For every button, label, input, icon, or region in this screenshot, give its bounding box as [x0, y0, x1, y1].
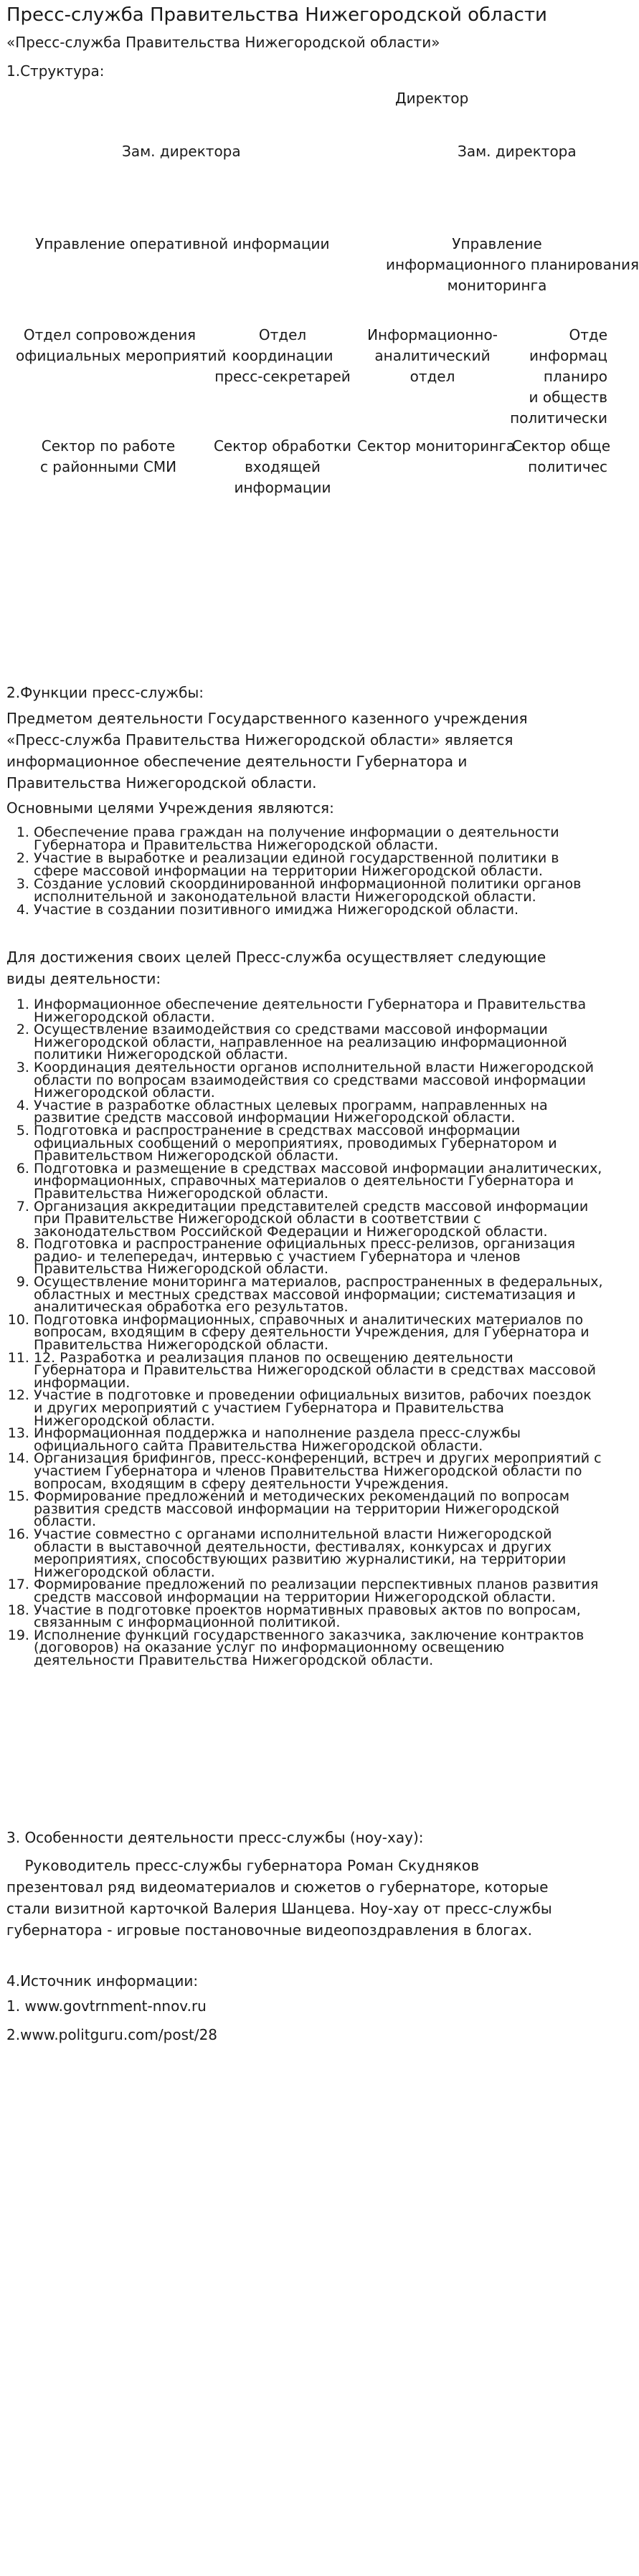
org-unit-info-planning [509, 325, 607, 429]
tasks-list [6, 999, 603, 1667]
tasks-list-item: 12. Участие в подготовке и проведении официальных визитов, рабочих поездок и других мероприятий с участием Губернатора и Правительства Нижегородской области. [34, 1389, 603, 1427]
goals-list-item: 4. Участие в создании позитивного имиджа Нижегородской области. [34, 903, 603, 916]
org-unit-line: пресс-секретарей [214, 368, 351, 385]
tasks-list-item: 5. Подготовка и распространение в средствах массовой информации официальных сообщений о мероприятиях, проводимых Губернатором и Правительством Нижегородской области. [34, 1125, 603, 1163]
org-sector-line: входящей [245, 458, 321, 475]
tasks-list-item: 17. Формирование предложений по реализации перспективных планов развития средств массовой информации на территории Нижегородской области. [34, 1579, 603, 1604]
functions-heading: 2.Функции пресс-службы: [6, 684, 204, 701]
org-unit-line: планиро [543, 368, 607, 385]
know-how-heading: 3. Особенности деятельности пресс-службы (ноу-хау): [6, 1829, 424, 1846]
tasks-list-item: 6. Подготовка и размещение в средствах массовой информации аналитических, информационных, справочных материалов о деятельности Губернатора и Правительства Нижегородской области. [34, 1163, 603, 1201]
source-link[interactable]: 2.www.politguru.com/post/28 [6, 2026, 218, 2043]
tasks-list-item: 8. Подготовка и распространение официальных пресс-релизов, организация радио- и телепередач, интервью с участием Губернатора и членов Правительства Нижегородской области. [34, 1238, 603, 1276]
tasks-list-item: 4. Участие в разработке областных целевых программ, направленных на развитие средств массовой информации Нижегородской области. [34, 1100, 603, 1125]
org-sector-line: Сектор мониторинга [357, 437, 516, 455]
org-unit-line: координации [232, 347, 333, 364]
tasks-list-item: 2. Осуществление взаимодействия со средствами массовой информации Нижегородской области, направленное на реализацию информационной политики Нижегородской области. [34, 1024, 603, 1062]
org-dept-operative: Управление оперативной информации [35, 235, 330, 252]
org-unit-line: Отдел сопровождения [23, 326, 197, 343]
org-unit-press-secretaries [212, 325, 353, 387]
goals-list-item: 2. Участие в выработке и реализации единой государственной политики в сфере массовой информации на территории Нижегородской области. [34, 852, 603, 878]
org-unit-line: и обществ [529, 389, 607, 406]
functions-intro: Предметом деятельности Государственного казенного учреждения «Пресс-служба Правительства Нижегородской области» является информационное обеспечение деятельности Губернатора и Правительства Нижегородской области. [6, 710, 528, 792]
org-unit-line: официальных мероприятий [16, 347, 227, 364]
org-unit-line: аналитический [374, 347, 491, 364]
structure-heading: 1.Структура: [6, 62, 105, 80]
org-unit-line: Информационно- [367, 326, 498, 343]
org-sector-regional-media [29, 436, 188, 477]
org-unit-official-events [16, 325, 227, 366]
org-sector-incoming-info [212, 436, 353, 498]
goals-intro: Основными целями Учреждения являются: [6, 799, 334, 817]
org-dept-planning [386, 234, 639, 296]
goals-list-item: 3. Создание условий скоординированной информационной политики органов исполнительной и законодательной власти Нижегородской области. [34, 878, 603, 903]
org-director: Директор [395, 90, 469, 107]
sources-heading: 4.Источник информации: [6, 1972, 199, 1990]
org-sector-public-politics [512, 436, 611, 477]
tasks-list-item: 1. Информационное обеспечение деятельности Губернатора и Правительства Нижегородской области. [34, 999, 603, 1024]
tasks-intro: Для достижения своих целей Пресс-служба осуществляет следующие виды деятельности: [6, 949, 546, 987]
tasks-list-item: 9. Осуществление мониторинга материалов, распространенных в федеральных, областных и местных средствах массовой информации; систематизация и аналитическая обработка его результатов. [34, 1276, 603, 1314]
org-dept-planning-line: Управление [452, 235, 542, 252]
page-subtitle: «Пресс-служба Правительства Нижегородской области» [6, 34, 440, 51]
org-deputy-left: Зам. директора [122, 143, 241, 160]
page-title: Пресс-служба Правительства Нижегородской области [6, 4, 547, 26]
org-sector-line: Сектор по работе [41, 437, 176, 455]
tasks-list-item: 14. Организация брифингов, пресс-конференций, встреч и других мероприятий с участием Губернатора и членов Правительства Нижегородской области по вопросам, входящим в сферу деятельности Учреждения. [34, 1453, 603, 1491]
org-dept-planning-line: информационного планирования [386, 256, 639, 273]
tasks-list-item: 19. Исполнение функций государственного заказчика, заключение контрактов (договоров) на оказание услуг по информационному освещению деятельности Правительства Нижегородской области. [34, 1630, 603, 1668]
tasks-list-item: 3. Координация деятельности органов исполнительной власти Нижегородской области по вопросам взаимодействия со средствами массовой информации Нижегородской области. [34, 1062, 603, 1100]
know-how-text: Руководитель пресс-службы губернатора Роман Скудняков презентовал ряд видеоматериалов и сюжетов о губернаторе, которые стали визитной карточкой Валерия Шанцева. Ноу-хау от пресс-службы губернатора - игровые постановочные видеопоздравления в блогах. [6, 1857, 557, 1939]
org-unit-line: Отде [569, 326, 607, 343]
tasks-list-item: 16. Участие совместно с органами исполнительной власти Нижегородской области в выставочной деятельности, фестивалях, конкурсах и других мероприятиях, способствующих развитию журналистики, на территории Нижегородской области. [34, 1529, 603, 1579]
org-dept-planning-line: мониторинга [447, 277, 547, 294]
tasks-list-item: 18. Участие в подготовке проектов нормативных правовых актов по вопросам, связанным с информационной политикой. [34, 1605, 603, 1630]
org-unit-line: политически [510, 409, 607, 427]
org-unit-line: Отдел [258, 326, 307, 343]
org-sector-line: Сектор обработки [213, 437, 352, 455]
tasks-list-item: 7. Организация аккредитации представителей средств массовой информации при Правительстве Нижегородской области в соответствии с законодательством Российской Федерации и Нижегородской области. [34, 1201, 603, 1239]
source-link[interactable]: 1. www.govtrnment-nnov.ru [6, 1997, 207, 2015]
tasks-list-item: 10. Подготовка информационных, справочных и аналитических материалов по вопросам, входящим в сферу деятельности Учреждения, для Губернатора и Правительства Нижегородской области. [34, 1314, 603, 1352]
tasks-list-item: 15. Формирование предложений и методических рекомендаций по вопросам развития средств массовой информации на территории Нижегородской области. [34, 1491, 603, 1529]
org-sector-line: информации [234, 479, 331, 496]
org-deputy-right: Зам. директора [458, 143, 577, 160]
org-unit-line: отдел [410, 368, 455, 385]
org-unit-analytics [362, 325, 503, 387]
org-sector-monitoring [357, 436, 516, 457]
org-unit-line: информац [529, 347, 607, 364]
tasks-list-item: 13. Информационная поддержка и наполнение раздела пресс-службы официального сайта Правительства Нижегородской области. [34, 1427, 603, 1453]
org-sector-line: политичес [528, 458, 607, 475]
goals-list [6, 826, 603, 916]
goals-list-item: 1. Обеспечение права граждан на получение информации о деятельности Губернатора и Правительства Нижегородской области. [34, 826, 603, 852]
org-sector-line: с районными СМИ [39, 458, 177, 475]
tasks-list-item: 11. 12. Разработка и реализация планов по освещению деятельности Губернатора и Правительства Нижегородской области в средствах массовой информации. [34, 1352, 603, 1390]
org-sector-line: Сектор обще [512, 437, 611, 455]
